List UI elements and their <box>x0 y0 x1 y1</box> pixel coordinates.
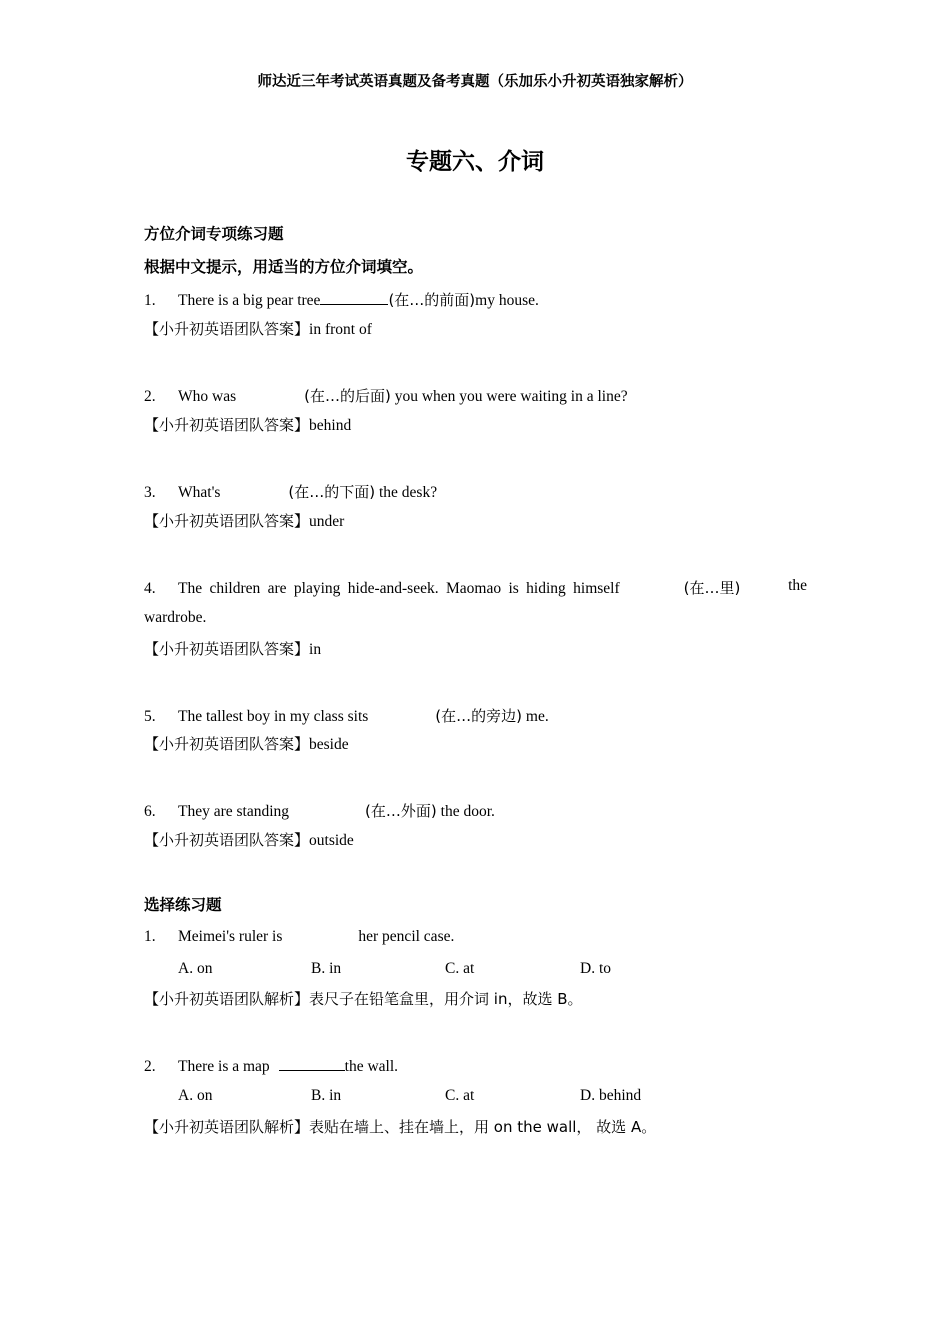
answer-label: 【小升初英语团队答案】 <box>144 416 310 434</box>
question-1 <box>144 289 539 310</box>
question-3 <box>144 481 437 502</box>
question-hint: (在…里) <box>683 579 741 597</box>
question-text: The children are playing hide-and-seek. Maomao is hiding himself <box>178 580 620 597</box>
choice-question-1 <box>144 928 454 946</box>
question-number: 6. <box>144 803 156 820</box>
analysis-text: 表尺子在铅笔盒里，用介词 in，故选 B。 <box>309 990 583 1008</box>
question-text-after: me. <box>522 708 549 725</box>
answer-value: beside <box>309 736 349 753</box>
question-hint: (在…的前面) <box>388 291 476 309</box>
answer-label: 【小升初英语团队答案】 <box>144 512 310 530</box>
question-hint: (在…的旁边) <box>435 707 523 725</box>
answer-blank <box>320 290 388 305</box>
question-text-after: the door. <box>436 803 495 820</box>
answer-label: 【小升初英语团队答案】 <box>144 735 310 753</box>
question-hint: (在…的后面) <box>304 387 391 405</box>
question-text: Meimei's ruler is <box>178 928 283 945</box>
analysis-2 <box>144 1116 656 1137</box>
analysis-text: 表贴在墙上、挂在墙上，用 on the wall， 故选 A。 <box>309 1118 657 1136</box>
question-number: 2. <box>144 1058 156 1075</box>
section-title-multiple-choice: 选择练习题 <box>144 896 222 914</box>
question-4-continued: wardrobe. <box>144 609 207 626</box>
question-text: What's <box>178 484 221 501</box>
question-text-after: my house. <box>475 292 539 309</box>
answer-value: in front of <box>309 321 372 338</box>
answer-value: in <box>309 641 322 658</box>
answer-label: 【小升初英语团队答案】 <box>144 831 310 849</box>
question-number: 3. <box>144 484 156 501</box>
option-d: D. to <box>580 960 611 977</box>
question-number: 4. <box>144 580 156 597</box>
option-b: B. in <box>311 1087 342 1104</box>
option-d: D. behind <box>580 1087 642 1104</box>
analysis-label: 【小升初英语团队解析】 <box>144 1118 310 1136</box>
answer-blank <box>279 1056 345 1071</box>
answer-6 <box>144 829 354 850</box>
page-title: 专题六、介词 <box>406 149 544 175</box>
section-instruction: 根据中文提示，用适当的方位介词填空。 <box>144 258 424 276</box>
analysis-label: 【小升初英语团队解析】 <box>144 990 310 1008</box>
question-number: 5. <box>144 708 156 725</box>
option-b: B. in <box>311 960 342 977</box>
analysis-1 <box>144 988 583 1009</box>
option-c: C. at <box>445 1087 475 1104</box>
choice-question-2 <box>144 1056 398 1076</box>
question-text-after: you when you were waiting in a line? <box>390 388 628 405</box>
question-hint: (在…外面) <box>365 802 437 820</box>
question-5 <box>144 705 549 726</box>
question-4 <box>144 577 807 598</box>
answer-2 <box>144 414 351 435</box>
question-number: 1. <box>144 292 156 309</box>
question-text-after: the desk? <box>375 484 438 501</box>
answer-5 <box>144 733 349 754</box>
option-a: A. on <box>178 960 213 977</box>
question-text: They are standing <box>178 803 290 820</box>
question-text-after: the wall. <box>344 1058 399 1075</box>
answer-1 <box>144 318 372 339</box>
answer-3 <box>144 510 344 531</box>
question-2 <box>144 385 628 406</box>
question-hint: (在…的下面) <box>288 483 376 501</box>
question-number: 1. <box>144 928 156 945</box>
answer-4 <box>144 638 321 659</box>
option-a: A. on <box>178 1087 213 1104</box>
question-6 <box>144 800 495 821</box>
question-text-after: her pencil case. <box>358 928 455 945</box>
question-number: 2. <box>144 388 156 405</box>
question-text: The tallest boy in my class sits <box>178 708 369 725</box>
answer-value: outside <box>309 832 354 849</box>
question-text: There is a big pear tree <box>178 292 321 309</box>
answer-value: under <box>309 513 345 530</box>
page-header: 师达近三年考试英语真题及备考真题（乐加乐小升初英语独家解析） <box>257 74 693 90</box>
answer-label: 【小升初英语团队答案】 <box>144 320 310 338</box>
answer-label: 【小升初英语团队答案】 <box>144 640 310 658</box>
option-c: C. at <box>445 960 475 977</box>
answer-value: behind <box>309 417 352 434</box>
question-text: There is a map <box>178 1058 270 1075</box>
section-title-prepositions: 方位介词专项练习题 <box>144 225 284 243</box>
question-text-after: the <box>788 577 807 594</box>
question-text: Who was <box>178 388 237 405</box>
